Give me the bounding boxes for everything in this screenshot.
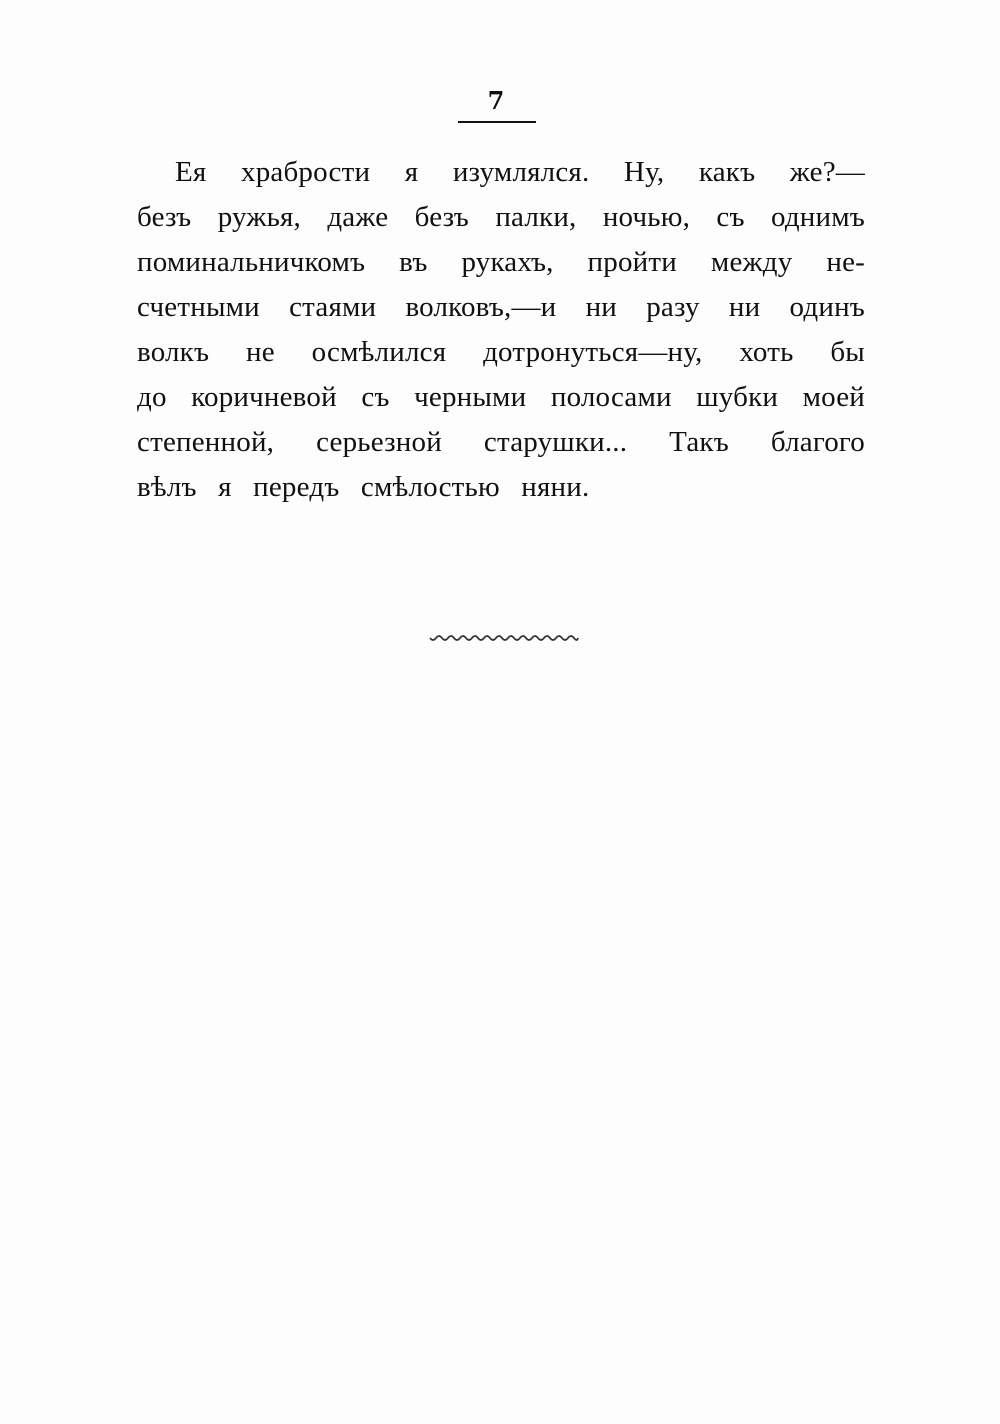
- text-line: степенной, серьезной старушки... Такъ благого: [137, 426, 865, 458]
- text-line: Ея храбрости я изумлялся. Ну, какъ же?—: [175, 156, 865, 188]
- text-line: безъ ружья, даже безъ палки, ночью, съ однимъ: [137, 201, 865, 233]
- body-text: [137, 150, 865, 510]
- text-line: счетными стаями волковъ,—и ни разу ни одинъ: [137, 291, 865, 323]
- header-rule: [458, 121, 536, 123]
- text-line: волкъ не осмѣлился дотронуться—ну, хоть бы: [137, 336, 865, 368]
- text-line: до коричневой съ черными полосами шубки моей: [137, 381, 865, 413]
- wavy-line-ornament-icon: [428, 632, 580, 646]
- text-line: вѣлъ я передъ смѣлостью няни.: [137, 471, 590, 503]
- text-line: поминальничкомъ въ рукахъ, пройти между не-: [137, 246, 865, 278]
- page-number: 7: [487, 86, 505, 115]
